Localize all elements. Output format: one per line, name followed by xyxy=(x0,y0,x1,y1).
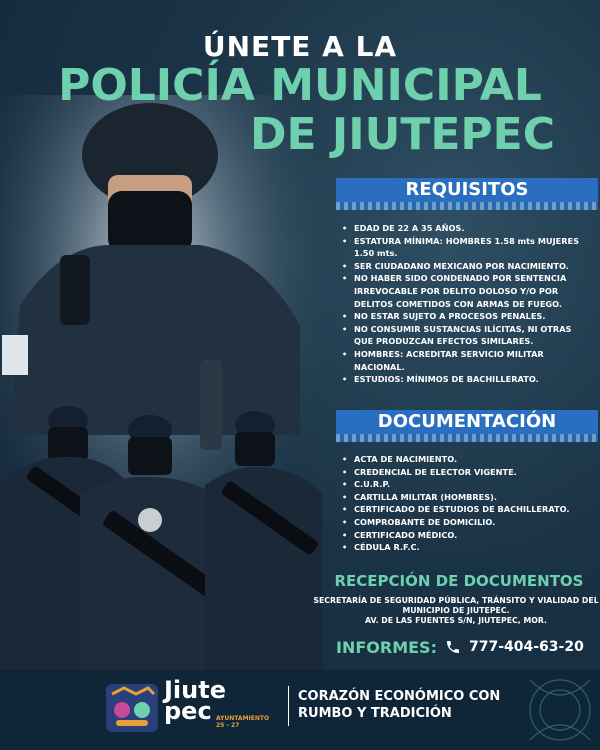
slogan-line: RUMBO Y TRADICIÓN xyxy=(298,706,452,721)
list-item: • CÉDULA R.F.C. xyxy=(340,541,590,554)
list-item: • SER CIUDADANO MEXICANO POR NACIMIENTO. xyxy=(340,260,590,273)
list-item: • ACTA DE NACIMIENTO. xyxy=(340,453,590,466)
documentacion-heading xyxy=(336,410,598,434)
informes xyxy=(336,634,584,660)
logo-subtitle xyxy=(216,715,269,729)
list-item: • NO HABER SIDO CONDENADO POR SENTENCIA IRREVOCABLE POR DELITO DOLOSO Y/O POR DELITOS COMETIDOS CON ARMAS DE FUEGO. xyxy=(340,272,590,310)
recepcion-address xyxy=(312,596,600,626)
list-item: • ESTATURA MÍNIMA: HOMBRES 1.58 mts MUJERES 1.50 mts. xyxy=(340,235,590,260)
logo-sub-line: AYUNTAMIENTO xyxy=(216,715,270,722)
list-item: • ESTUDIOS: MÍNIMOS DE BACHILLERATO. xyxy=(340,373,590,386)
list-item: • NO ESTAR SUJETO A PROCESOS PENALES. xyxy=(340,310,590,323)
heading-pattern xyxy=(336,434,598,442)
list-item: • C.U.R.P. xyxy=(340,478,590,491)
requisitos-heading-label: REQUISITOS xyxy=(405,179,529,200)
informes-phone[interactable]: 777-404-63-20 xyxy=(468,639,584,655)
requisitos-heading xyxy=(336,178,598,202)
jiutepec-logo-icon xyxy=(104,680,160,736)
logo-line: Jiute xyxy=(164,676,226,704)
list-item: • CREDENCIAL DE ELECTOR VIGENTE. xyxy=(340,466,590,479)
heading-pattern xyxy=(336,202,598,210)
list-item: • EDAD DE 22 A 35 AÑOS. xyxy=(340,222,590,235)
headline-intro: ÚNETE A LA xyxy=(202,30,398,63)
requisitos-list xyxy=(340,222,590,386)
recepcion-line: MUNICIPIO DE JIUTEPEC. xyxy=(402,606,510,615)
slogan-line: CORAZÓN ECONÓMICO CON xyxy=(298,689,501,704)
informes-label: INFORMES: xyxy=(336,637,437,657)
list-item: • COMPROBANTE DE DOMICILIO. xyxy=(340,516,590,529)
headline xyxy=(0,0,600,160)
footer-divider xyxy=(288,686,289,726)
headline-title: POLICÍA MUNICIPAL xyxy=(58,60,542,111)
documentacion-list xyxy=(340,453,590,554)
recepcion-heading: RECEPCIÓN DE DOCUMENTOS xyxy=(334,572,584,590)
logo-line: pec xyxy=(164,697,212,725)
documentacion-heading-label: DOCUMENTACIÓN xyxy=(377,411,557,432)
slogan xyxy=(298,688,500,722)
list-item: • HOMBRES: ACREDITAR SERVICIO MILITAR NACIONAL. xyxy=(340,348,590,373)
recepcion-line: AV. DE LAS FUENTES S/N, JIUTEPEC, MOR. xyxy=(365,616,547,625)
list-item: • NO CONSUMIR SUSTANCIAS ILÍCITAS, NI OTRAS QUE PRODUZCAN EFECTOS SIMILARES. xyxy=(340,323,590,348)
list-item: • CERTIFICADO DE ESTUDIOS DE BACHILLERATO. xyxy=(340,503,590,516)
phone-icon xyxy=(445,639,461,655)
recepcion-line: SECRETARÍA DE SEGURIDAD PÚBLICA, TRÁNSITO Y VIALIDAD DEL xyxy=(313,596,599,605)
headline-subtitle: DE JIUTEPEC xyxy=(249,109,555,160)
logo-sub-line: 25 - 27 xyxy=(216,722,240,729)
police-officers-image xyxy=(0,95,330,670)
list-item: • CERTIFICADO MÉDICO. xyxy=(340,529,590,542)
list-item: • CARTILLA MILITAR (HOMBRES). xyxy=(340,491,590,504)
